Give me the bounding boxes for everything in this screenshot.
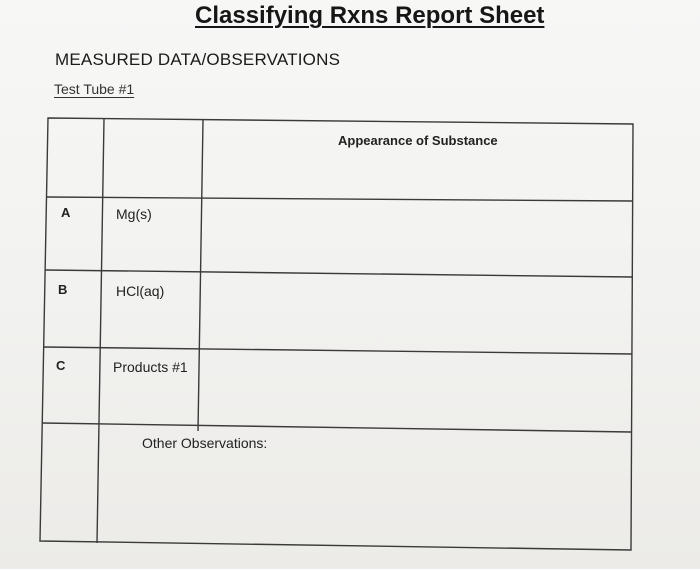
substance-products: Products #1	[113, 359, 188, 375]
column-divider	[97, 119, 104, 543]
test-tube-heading: Test Tube #1	[54, 81, 135, 97]
row-divider	[42, 423, 631, 432]
substance-hcl: HCl(aq)	[116, 283, 165, 299]
column-divider	[198, 120, 203, 431]
section-heading: MEASURED DATA/OBSERVATIONS	[55, 50, 341, 69]
row-divider	[45, 270, 632, 277]
row-label-b: B	[58, 282, 68, 297]
row-label-c: C	[56, 358, 66, 373]
other-observations-label: Other Observations:	[142, 435, 268, 451]
page-title: Classifying Rxns Report Sheet	[195, 2, 545, 29]
substance-mg: Mg(s)	[116, 206, 152, 222]
row-label-a: A	[61, 205, 71, 220]
row-divider	[47, 197, 632, 201]
column-header-appearance: Appearance of Substance	[338, 133, 498, 148]
table-border	[40, 118, 633, 550]
row-divider	[43, 347, 632, 354]
